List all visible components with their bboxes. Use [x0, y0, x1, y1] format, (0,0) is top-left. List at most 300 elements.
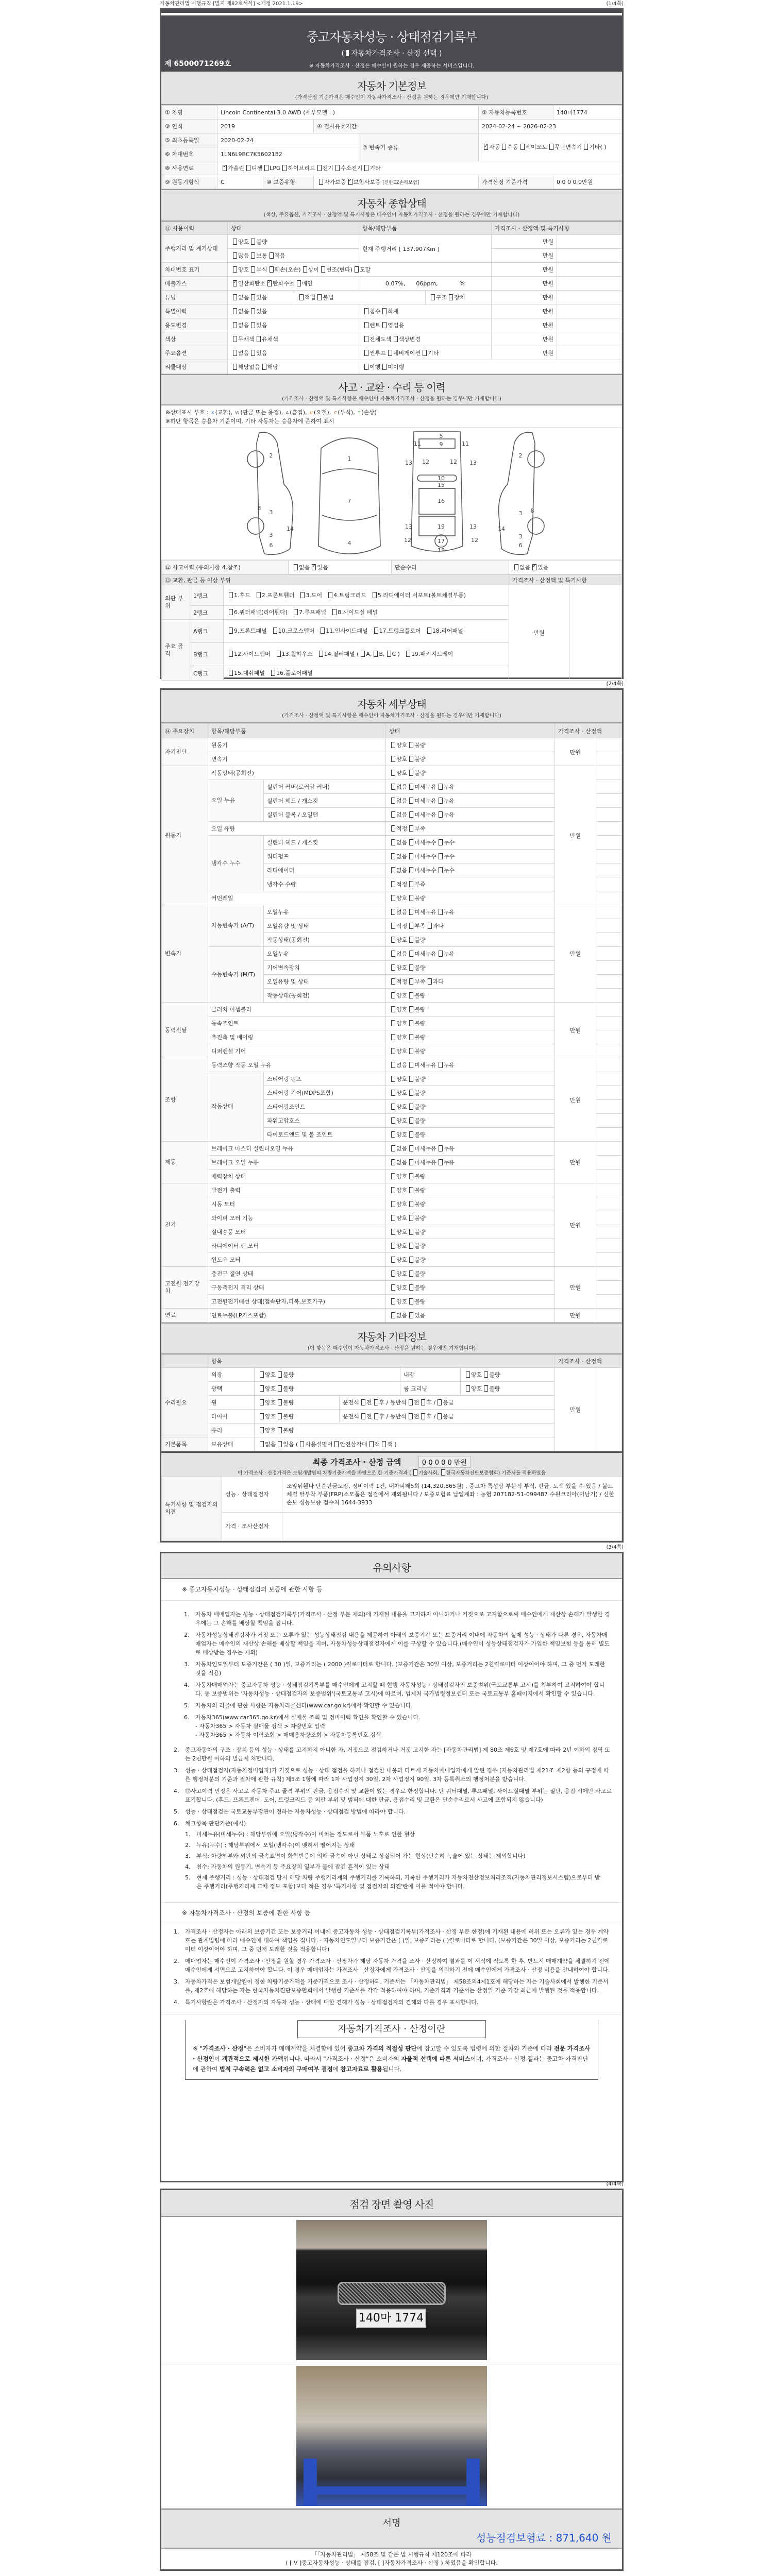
checkbox[interactable]	[391, 1131, 395, 1138]
checkbox[interactable]	[409, 1284, 413, 1291]
checkbox-option[interactable]	[407, 881, 425, 888]
checkbox-option[interactable]	[389, 1312, 407, 1319]
checkbox[interactable]	[439, 1159, 443, 1165]
checkbox-option[interactable]	[447, 294, 465, 301]
checkbox[interactable]	[391, 867, 395, 873]
checkbox-option[interactable]	[407, 1215, 425, 1222]
checkbox-option[interactable]	[518, 144, 548, 150]
checkbox[interactable]	[391, 811, 395, 818]
checkbox-option[interactable]	[389, 923, 407, 929]
checkbox-option[interactable]	[389, 1006, 407, 1013]
part-option[interactable]	[425, 628, 463, 635]
checkbox-option[interactable]	[276, 1413, 294, 1420]
checkbox[interactable]	[391, 825, 395, 832]
checkbox-option[interactable]	[362, 322, 380, 329]
checkbox[interactable]	[388, 350, 392, 356]
checkbox[interactable]	[391, 1201, 395, 1207]
checkbox[interactable]	[409, 964, 413, 971]
checkbox[interactable]	[297, 280, 301, 286]
checkbox[interactable]	[382, 1441, 386, 1447]
checkbox[interactable]	[391, 1215, 395, 1221]
checkbox-option[interactable]	[231, 350, 249, 357]
checkbox[interactable]	[391, 1076, 395, 1082]
part-option[interactable]	[330, 609, 378, 616]
checkbox[interactable]	[278, 1441, 282, 1447]
checkbox[interactable]	[409, 825, 413, 832]
checkbox[interactable]	[409, 1090, 413, 1096]
part-option[interactable]	[404, 651, 453, 658]
checkbox[interactable]	[319, 651, 323, 657]
checkbox-option[interactable]	[407, 951, 436, 957]
checkbox[interactable]	[439, 784, 443, 790]
checkbox[interactable]	[409, 1104, 413, 1110]
checkbox-option[interactable]	[407, 1298, 425, 1305]
checkbox[interactable]	[409, 1257, 413, 1263]
checkbox-option[interactable]	[482, 1371, 500, 1378]
checkbox[interactable]	[391, 1298, 395, 1304]
checkbox[interactable]	[391, 1034, 395, 1040]
checkbox-option[interactable]	[582, 144, 606, 150]
checkbox[interactable]	[391, 1159, 395, 1165]
checkbox-option[interactable]	[530, 564, 548, 571]
part-option[interactable]	[227, 592, 250, 599]
checkbox-option[interactable]	[332, 1441, 367, 1448]
checkbox-option[interactable]	[482, 1385, 500, 1392]
checkbox[interactable]	[233, 239, 237, 245]
checkbox-option[interactable]	[380, 308, 398, 315]
checkbox-option[interactable]	[436, 909, 455, 916]
checkbox-option[interactable]	[389, 867, 407, 874]
checkbox-option[interactable]	[407, 1034, 425, 1041]
checkbox-option[interactable]	[298, 1441, 332, 1448]
checkbox[interactable]	[361, 1399, 365, 1405]
checkbox-checked[interactable]	[532, 564, 536, 570]
checkbox-checked[interactable]	[223, 165, 227, 171]
checkbox[interactable]	[364, 336, 368, 342]
checkbox-option[interactable]	[407, 1284, 425, 1291]
checkbox[interactable]	[361, 651, 365, 657]
checkbox-option[interactable]	[276, 1371, 294, 1378]
checkbox[interactable]	[409, 1145, 413, 1151]
checkbox[interactable]	[409, 1298, 413, 1304]
checkbox-option[interactable]	[436, 1145, 455, 1152]
checkbox-option[interactable]	[500, 144, 518, 150]
checkbox-option[interactable]	[407, 1145, 436, 1152]
checkbox[interactable]	[409, 1187, 413, 1193]
checkbox[interactable]	[335, 165, 340, 171]
checkbox-option[interactable]	[380, 322, 404, 329]
checkbox[interactable]	[391, 1229, 395, 1235]
checkbox[interactable]	[391, 770, 395, 776]
checkbox-option[interactable]	[315, 165, 333, 172]
checkbox-option[interactable]	[362, 336, 392, 343]
checkbox[interactable]	[409, 853, 413, 859]
checkbox-option[interactable]	[389, 1173, 407, 1180]
checkbox[interactable]	[409, 756, 413, 762]
checkbox-option[interactable]	[389, 1257, 407, 1263]
checkbox-option[interactable]	[362, 350, 386, 357]
checkbox[interactable]	[233, 350, 237, 356]
checkbox-option[interactable]	[258, 1399, 276, 1406]
checkbox-option[interactable]	[389, 784, 407, 790]
checkbox[interactable]	[394, 336, 398, 342]
checkbox[interactable]	[300, 1441, 304, 1447]
checkbox[interactable]	[406, 651, 410, 657]
checkbox[interactable]	[449, 294, 453, 300]
checkbox-option[interactable]	[436, 853, 455, 860]
checkbox[interactable]	[257, 592, 261, 598]
checkbox-option[interactable]	[262, 165, 280, 172]
checkbox-option[interactable]	[352, 266, 371, 273]
checkbox-option[interactable]	[389, 964, 407, 971]
checkbox[interactable]	[260, 1371, 264, 1378]
checkbox-option[interactable]	[407, 811, 436, 818]
checkbox[interactable]	[374, 651, 378, 657]
checkbox[interactable]	[229, 609, 233, 615]
checkbox[interactable]	[409, 881, 413, 887]
checkbox[interactable]	[391, 1062, 395, 1068]
checkbox[interactable]	[439, 839, 443, 845]
checkbox[interactable]	[374, 1413, 378, 1419]
checkbox[interactable]	[427, 628, 431, 634]
checkbox-option[interactable]	[407, 1020, 425, 1027]
checkbox-option[interactable]	[292, 564, 310, 571]
checkbox[interactable]	[391, 756, 395, 762]
checkbox-option[interactable]	[333, 165, 363, 172]
checkbox[interactable]	[257, 336, 261, 342]
checkbox[interactable]	[328, 592, 332, 598]
checkbox[interactable]	[409, 923, 413, 929]
checkbox[interactable]	[466, 1371, 470, 1378]
checkbox-option[interactable]	[407, 784, 436, 790]
checkbox-option[interactable]	[389, 1090, 407, 1096]
checkbox-option[interactable]	[407, 1270, 425, 1277]
checkbox-option[interactable]	[482, 144, 500, 150]
checkbox[interactable]	[439, 1062, 443, 1068]
checkbox-option[interactable]	[249, 239, 267, 245]
checkbox[interactable]	[270, 252, 274, 259]
checkbox[interactable]	[409, 937, 413, 943]
checkbox-option[interactable]	[389, 853, 407, 860]
checkbox[interactable]	[409, 811, 413, 818]
checkbox-option[interactable]	[389, 1076, 407, 1082]
checkbox[interactable]	[278, 1371, 282, 1378]
checkbox-option[interactable]	[362, 364, 380, 370]
checkbox-option[interactable]	[231, 266, 249, 273]
checkbox[interactable]	[299, 294, 304, 300]
checkbox-option[interactable]	[249, 308, 267, 315]
part-option[interactable]	[326, 592, 366, 599]
checkbox-option[interactable]	[346, 179, 381, 185]
checkbox-option[interactable]	[386, 350, 421, 357]
checkbox[interactable]	[409, 1159, 413, 1165]
checkbox-option[interactable]	[389, 1131, 407, 1138]
checkbox-checked[interactable]	[267, 280, 272, 286]
checkbox[interactable]	[391, 881, 395, 887]
checkbox[interactable]	[439, 798, 443, 804]
checkbox-option[interactable]	[389, 1229, 407, 1235]
checkbox-option[interactable]	[389, 1159, 407, 1166]
checkbox[interactable]	[439, 867, 443, 873]
checkbox-option[interactable]	[258, 1371, 276, 1378]
checkbox[interactable]	[262, 364, 266, 370]
checkbox[interactable]	[391, 1187, 395, 1193]
part-option[interactable]	[298, 592, 322, 599]
checkbox[interactable]	[409, 1270, 413, 1277]
checkbox[interactable]	[391, 937, 395, 943]
checkbox[interactable]	[409, 867, 413, 873]
checkbox[interactable]	[382, 364, 386, 370]
checkbox[interactable]	[438, 1413, 442, 1419]
checkbox-option[interactable]	[389, 798, 407, 804]
checkbox[interactable]	[251, 266, 255, 273]
checkbox[interactable]	[409, 1413, 413, 1419]
checkbox-option[interactable]	[436, 867, 455, 874]
checkbox-option[interactable]	[389, 1201, 407, 1208]
checkbox-option[interactable]	[389, 1117, 407, 1124]
checkbox-option[interactable]	[407, 1076, 425, 1082]
checkbox-option[interactable]	[389, 978, 407, 985]
checkbox-option[interactable]	[421, 350, 439, 357]
checkbox-option[interactable]	[301, 266, 319, 273]
checkbox-option[interactable]	[267, 266, 301, 273]
checkbox-option[interactable]	[407, 1312, 425, 1319]
checkbox[interactable]	[300, 592, 305, 598]
checkbox[interactable]	[260, 1441, 264, 1447]
part-option[interactable]	[318, 628, 367, 635]
checkbox[interactable]	[391, 992, 395, 998]
checkbox-option[interactable]	[436, 951, 455, 957]
checkbox[interactable]	[549, 144, 553, 150]
checkbox-option[interactable]	[389, 756, 407, 762]
checkbox[interactable]	[264, 165, 268, 171]
checkbox[interactable]	[321, 266, 325, 273]
checkbox-option[interactable]	[436, 1062, 455, 1069]
checkbox[interactable]	[233, 364, 237, 370]
checkbox[interactable]	[502, 144, 506, 150]
checkbox[interactable]	[438, 1399, 442, 1405]
checkbox-option[interactable]	[464, 1385, 482, 1392]
checkbox-option[interactable]	[231, 280, 265, 287]
checkbox-option[interactable]	[389, 1048, 407, 1055]
checkbox[interactable]	[251, 252, 255, 259]
checkbox[interactable]	[282, 165, 287, 171]
checkbox-option[interactable]	[221, 165, 244, 172]
checkbox-option[interactable]	[407, 1201, 425, 1208]
checkbox[interactable]	[421, 1413, 425, 1419]
checkbox[interactable]	[278, 1385, 282, 1392]
checkbox[interactable]	[421, 1399, 425, 1405]
checkbox-option[interactable]	[258, 1441, 276, 1448]
checkbox-option[interactable]	[267, 252, 285, 259]
checkbox[interactable]	[409, 1312, 413, 1318]
checkbox[interactable]	[409, 1006, 413, 1012]
checkbox[interactable]	[409, 1215, 413, 1221]
checkbox-option[interactable]	[426, 978, 444, 985]
checkbox[interactable]	[303, 266, 307, 273]
checkbox-option[interactable]	[389, 1187, 407, 1194]
checkbox-option[interactable]	[231, 322, 249, 329]
checkbox[interactable]	[391, 742, 395, 748]
checkbox[interactable]	[369, 1441, 374, 1447]
checkbox[interactable]	[355, 266, 359, 273]
checkbox-option[interactable]	[315, 294, 333, 301]
checkbox[interactable]	[428, 923, 432, 929]
checkbox-option[interactable]	[297, 294, 315, 301]
checkbox-option[interactable]	[407, 756, 425, 762]
checkbox[interactable]	[584, 144, 588, 150]
checkbox-option[interactable]	[436, 784, 455, 790]
checkbox-option[interactable]	[249, 266, 267, 273]
part-option[interactable]	[227, 651, 271, 658]
checkbox[interactable]	[233, 322, 237, 328]
checkbox[interactable]	[409, 1229, 413, 1235]
checkbox[interactable]	[391, 964, 395, 971]
checkbox-option[interactable]	[276, 1385, 294, 1392]
checkbox-option[interactable]	[407, 853, 436, 860]
checkbox[interactable]	[332, 609, 337, 615]
checkbox-option[interactable]	[407, 1229, 425, 1235]
checkbox-option[interactable]	[265, 280, 295, 287]
checkbox[interactable]	[484, 1385, 488, 1392]
checkbox-option[interactable]	[389, 1270, 407, 1277]
checkbox-option[interactable]	[407, 839, 436, 846]
checkbox[interactable]	[246, 165, 250, 171]
checkbox[interactable]	[251, 322, 255, 328]
checkbox[interactable]	[391, 853, 395, 859]
checkbox[interactable]	[229, 592, 233, 598]
checkbox[interactable]	[439, 1145, 443, 1151]
checkbox-option[interactable]	[407, 1131, 425, 1138]
checkbox[interactable]	[439, 811, 443, 818]
checkbox-option[interactable]	[407, 1187, 425, 1194]
checkbox-checked[interactable]	[233, 280, 237, 286]
checkbox[interactable]	[270, 266, 274, 273]
checkbox-option[interactable]	[389, 839, 407, 846]
checkbox-option[interactable]	[407, 867, 436, 874]
checkbox-option[interactable]	[389, 1298, 407, 1305]
checkbox-option[interactable]	[310, 564, 328, 571]
checkbox-option[interactable]	[255, 336, 278, 343]
checkbox-option[interactable]	[407, 825, 425, 832]
checkbox[interactable]	[391, 895, 395, 901]
checkbox-option[interactable]	[249, 350, 267, 357]
checkbox-option[interactable]	[276, 1427, 294, 1434]
part-option[interactable]	[255, 592, 295, 599]
checkbox[interactable]	[233, 308, 237, 314]
checkbox-option[interactable]	[231, 239, 249, 245]
checkbox-option[interactable]	[249, 294, 267, 301]
checkbox-option[interactable]	[389, 770, 407, 776]
checkbox-option[interactable]	[389, 742, 407, 749]
checkbox[interactable]	[391, 1312, 395, 1318]
checkbox-option[interactable]	[436, 839, 455, 846]
part-option[interactable]	[292, 609, 326, 616]
checkbox[interactable]	[364, 308, 368, 314]
checkbox[interactable]	[409, 909, 413, 915]
checkbox[interactable]	[409, 1201, 413, 1207]
checkbox-checked[interactable]	[484, 144, 488, 150]
checkbox[interactable]	[391, 1284, 395, 1291]
checkbox[interactable]	[391, 1243, 395, 1249]
checkbox[interactable]	[514, 564, 518, 570]
checkbox[interactable]	[294, 609, 298, 615]
checkbox[interactable]	[277, 651, 281, 657]
checkbox-option[interactable]	[389, 1145, 407, 1152]
checkbox-option[interactable]	[260, 364, 278, 370]
checkbox-option[interactable]	[231, 294, 249, 301]
checkbox[interactable]	[364, 165, 368, 171]
checkbox[interactable]	[391, 1173, 395, 1179]
checkbox[interactable]	[260, 1427, 264, 1433]
checkbox-option[interactable]	[547, 144, 582, 150]
checkbox-option[interactable]	[512, 564, 530, 571]
checkbox-option[interactable]	[280, 165, 315, 172]
checkbox-option[interactable]	[407, 798, 436, 804]
checkbox[interactable]	[391, 1006, 395, 1012]
checkbox[interactable]	[278, 1413, 282, 1419]
checkbox[interactable]	[409, 1062, 413, 1068]
checkbox[interactable]	[374, 1399, 378, 1405]
checkbox-option[interactable]	[389, 1104, 407, 1110]
checkbox-option[interactable]	[389, 1020, 407, 1027]
checkbox[interactable]	[382, 308, 386, 314]
checkbox[interactable]	[391, 1270, 395, 1277]
checkbox-option[interactable]	[249, 322, 267, 329]
checkbox[interactable]	[278, 1399, 282, 1405]
checkbox[interactable]	[321, 628, 325, 634]
checkbox[interactable]	[428, 978, 432, 985]
checkbox-option[interactable]	[407, 923, 425, 929]
checkbox-option[interactable]	[258, 1385, 276, 1392]
checkbox-option[interactable]	[389, 1284, 407, 1291]
part-option[interactable]	[317, 651, 400, 658]
checkbox[interactable]	[391, 923, 395, 929]
checkbox[interactable]	[439, 909, 443, 915]
checkbox[interactable]	[260, 1399, 264, 1405]
part-option[interactable]	[227, 628, 267, 635]
checkbox[interactable]	[409, 1399, 413, 1405]
checkbox[interactable]	[278, 1427, 282, 1433]
checkbox[interactable]	[409, 1117, 413, 1124]
checkbox-option[interactable]	[244, 165, 262, 172]
checkbox[interactable]	[391, 1090, 395, 1096]
checkbox-option[interactable]	[436, 1159, 455, 1166]
checkbox[interactable]	[484, 1371, 488, 1378]
checkbox-option[interactable]	[407, 1257, 425, 1263]
checkbox-option[interactable]	[392, 336, 421, 343]
part-option[interactable]	[372, 628, 421, 635]
checkbox-option[interactable]	[407, 992, 425, 999]
checkbox[interactable]	[229, 670, 233, 676]
part-option[interactable]	[271, 628, 315, 635]
checkbox-option[interactable]	[231, 252, 249, 259]
checkbox[interactable]	[423, 350, 427, 356]
checkbox-option[interactable]	[258, 1427, 276, 1434]
checkbox[interactable]	[409, 951, 413, 957]
checkbox-option[interactable]	[231, 364, 260, 370]
checkbox[interactable]	[409, 770, 413, 776]
checkbox-option[interactable]	[426, 923, 444, 929]
checkbox[interactable]	[439, 951, 443, 957]
checkbox-option[interactable]	[407, 770, 425, 776]
checkbox[interactable]	[409, 742, 413, 748]
checkbox[interactable]	[374, 628, 378, 634]
checkbox-option[interactable]	[389, 1062, 407, 1069]
checkbox[interactable]	[391, 839, 395, 845]
checkbox[interactable]	[317, 165, 322, 171]
checkbox-option[interactable]	[407, 1173, 425, 1180]
